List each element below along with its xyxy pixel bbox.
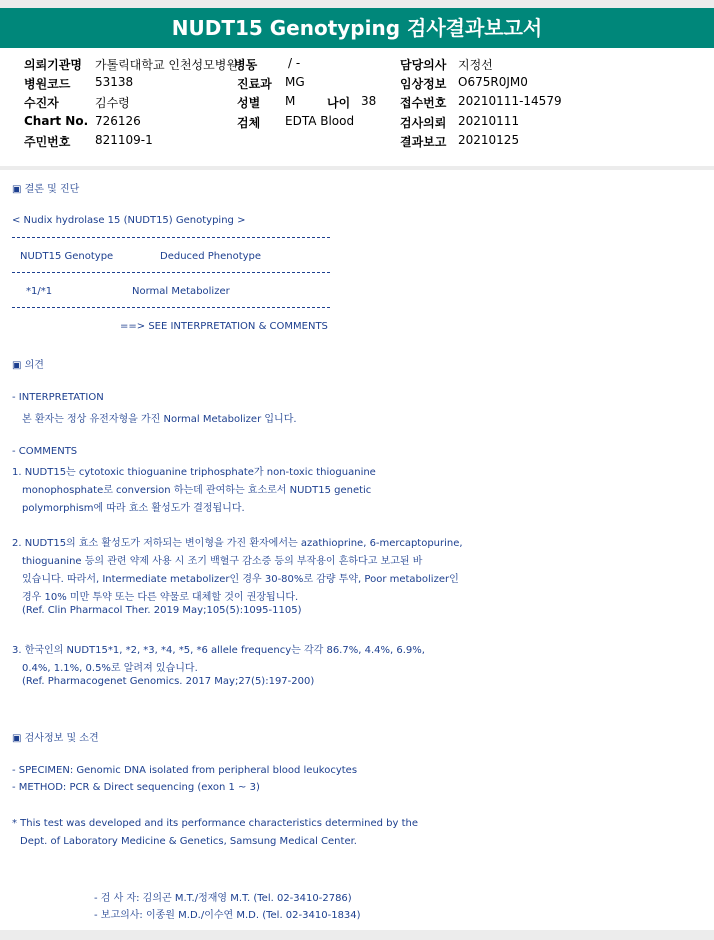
clinical-info-label: 임상정보 [400, 77, 447, 91]
age-label: 나이 [327, 96, 351, 110]
request-date-value: 20210111 [458, 114, 520, 128]
tester-line: - 검 사 자: 김의곤 M.T./정재영 M.T. (Tel. 02-3410-2786) [94, 893, 352, 904]
patient-label: 수진자 [24, 96, 59, 110]
genotype-column-header: NUDT15 Genotype [20, 251, 114, 262]
comments-label: - COMMENTS [12, 446, 78, 457]
specimen-value: EDTA Blood [285, 114, 355, 128]
institution-label: 의뢰기관명 [24, 58, 82, 72]
report-title: NUDT15 Genotyping 검사결과보고서 [0, 8, 714, 48]
comment-reference: (Ref. Clin Pharmacol Ther. 2019 May;105(5):1095-1105) [22, 605, 302, 616]
ward-value: / - [288, 56, 301, 70]
accession-label: 접수번호 [400, 96, 447, 110]
comment-line: 1. NUDT15는 cytotoxic thioguanine triphosphate가 non-toxic thioguanine [12, 467, 376, 478]
phenotype-column-header: Deduced Phenotype [160, 251, 262, 262]
doctor-label: 담당의사 [400, 58, 447, 72]
report-date-label: 결과보고 [400, 135, 447, 149]
accession-value: 20210111-14579 [458, 94, 562, 108]
disclaimer-line: Dept. of Laboratory Medicine & Genetics, Samsung Medical Center. [20, 836, 357, 847]
specimen-line: - SPECIMEN: Genomic DNA isolated from peripheral blood leukocytes [12, 765, 358, 776]
institution-value: 가톨릭대학교 인천성모병원 [95, 58, 238, 72]
specimen-label: 검체 [237, 116, 261, 130]
comment-line: thioguanine 등의 관련 약제 사용 시 조기 백혈구 감소증 등의 부작용이 흔하다고 보고된 바 [22, 556, 423, 567]
disclaimer-line: * This test was developed and its performance characteristics determined by the [12, 818, 419, 829]
comment-line: 있습니다. 따라서, Intermediate metabolizer인 경우 30-80%로 감량 투약, Poor metabolizer인 [22, 574, 459, 585]
conclusion-section-header: ▣ 결론 및 진단 [12, 184, 80, 195]
doctor-value: 지정선 [458, 58, 493, 72]
divider [12, 307, 330, 308]
comment-line: polymorphism에 따라 효소 활성도가 결정됩니다. [22, 503, 245, 514]
chart-no-label: Chart No. [24, 114, 89, 128]
comment-line: 2. NUDT15의 효소 활성도가 저하되는 변이형을 가진 환자에서는 azathioprine, 6-mercaptopurine, [12, 538, 463, 549]
report-date-value: 20210125 [458, 133, 520, 147]
report-body [0, 170, 714, 930]
test-info-section-header: ▣ 검사정보 및 소견 [12, 733, 99, 744]
ward-label: 병동 [234, 58, 258, 72]
divider [12, 237, 330, 238]
comment-line: 3. 한국인의 NUDT15*1, *2, *3, *4, *5, *6 allele frequency는 각각 86.7%, 4.4%, 6.9%, [12, 645, 425, 656]
dept-value: MG [285, 75, 305, 89]
reporting-physician-line: - 보고의사: 이종원 M.D./이수연 M.D. (Tel. 02-3410-1834) [94, 910, 361, 921]
interpretation-text: 본 환자는 정상 유전자형을 가진 Normal Metabolizer 입니다. [22, 414, 297, 425]
chart-no-value: 726126 [95, 114, 141, 128]
gene-title: < Nudix hydrolase 15 (NUDT15) Genotyping > [12, 215, 246, 226]
rrn-label: 주민번호 [24, 135, 71, 149]
sex-label: 성별 [237, 96, 261, 110]
hospital-code-label: 병원코드 [24, 77, 71, 91]
comment-line: 경우 10% 미만 투약 또는 다른 약물로 대체할 것이 권장됩니다. [22, 592, 299, 603]
request-date-label: 검사의뢰 [400, 116, 447, 130]
method-line: - METHOD: PCR & Direct sequencing (exon 1 ~ 3) [12, 782, 260, 793]
age-value: 38 [361, 94, 377, 108]
phenotype-value: Normal Metabolizer [132, 286, 230, 297]
dept-label: 진료과 [237, 77, 272, 91]
comment-line: monophosphate로 conversion 하는데 관여하는 효소로서 NUDT15 genetic [22, 485, 372, 496]
interpretation-label: - INTERPRETATION [12, 392, 104, 403]
clinical-info-value: O675R0JM0 [458, 75, 528, 89]
genotype-value: *1/*1 [26, 286, 53, 297]
patient-value: 김수령 [95, 96, 130, 110]
divider [12, 272, 330, 273]
comment-reference: (Ref. Pharmacogenet Genomics. 2017 May;27(5):197-200) [22, 676, 315, 687]
patient-info-panel [0, 48, 714, 166]
sex-value: M [285, 94, 296, 108]
see-interpretation-note: ==> SEE INTERPRETATION & COMMENTS [120, 321, 328, 332]
hospital-code-value: 53138 [95, 75, 134, 89]
rrn-value: 821109-1 [95, 133, 153, 147]
opinion-section-header: ▣ 의견 [12, 360, 44, 371]
comment-line: 0.4%, 1.1%, 0.5%로 알려져 있습니다. [22, 663, 198, 674]
